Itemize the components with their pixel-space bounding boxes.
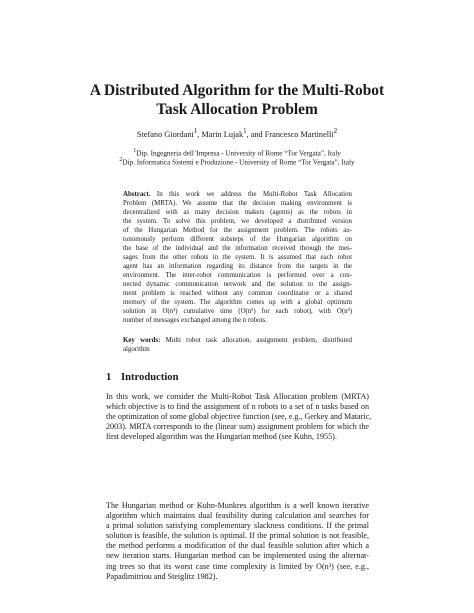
abstract-line: number of messages exchanged among the n robots. <box>123 317 267 325</box>
paragraph-line: a primal solution satisfying complementary slackness conditions. If the primal <box>106 521 369 531</box>
author-name: Francesco Martinelli <box>264 129 334 139</box>
abstract-line: the base of the individual and the information received through the mes- <box>123 245 352 253</box>
paragraph-1 <box>106 392 372 442</box>
paragraph-line: The Hungarian method or Kuhn-Munkres algorithm is a well known iterative <box>106 501 369 510</box>
paragraph-line: the method performs a modification of the dual feasible solution after which a <box>106 541 369 551</box>
section-title: Introduction <box>121 372 179 383</box>
affiliation-text: Dip. Ingegneria dell’Impresa - University of Rome “Tor Vergata”, Italy <box>136 149 341 158</box>
section-heading <box>106 372 179 383</box>
keywords-label: Key words: <box>123 337 161 344</box>
author-name: Marin Lujak <box>201 129 244 139</box>
abstract <box>123 190 352 325</box>
keywords-text: Multi robot task allocation, assignment problem, distributed <box>165 337 353 344</box>
paragraph-line: new iteration starts. Hungarian method can be implemented using the alternat- <box>106 551 369 561</box>
abstract-line: of the Hungarian Method for the assignment problem. The robots au- <box>123 227 352 235</box>
paragraph-line: ing trees so that its worst case time complexity is limited by O(n³) (see, e.g., <box>106 561 369 571</box>
abstract-line: Problem (MRTA). We assume that the decision making environment is <box>123 200 352 208</box>
keywords-line: algorithm <box>123 346 150 353</box>
author-list <box>0 128 474 139</box>
affiliation-mark: 2 <box>119 157 123 163</box>
paragraph-line: In this work, we consider the Multi-Robot Task Allocation problem (MRTA) <box>106 392 369 401</box>
abstract-line: memory of the system. The algorithm comes up with a global optimum <box>123 299 352 307</box>
abstract-label: Abstract. <box>123 191 151 198</box>
paragraph-line: the optimization of some global objective function (see, e.g., Gerkey and Mataric, <box>106 412 372 422</box>
title-line-2: Task Allocation Problem <box>156 101 318 118</box>
abstract-line: environment. The inter-robot communication is performed over a con- <box>123 272 352 280</box>
section-number: 1 <box>106 372 112 383</box>
abstract-line: nected dynamic communication network and the solution to the assign- <box>123 281 352 289</box>
abstract-line-text: In this work we address the Multi-Robot Task Allocation <box>156 191 352 198</box>
author-separator: , <box>197 129 202 139</box>
affiliation-mark: 1 <box>133 148 137 154</box>
title-line-1: A Distributed Algorithm for the Multi-Robot <box>89 82 385 99</box>
paragraph-line: solution is feasible, the solution is optimal. If the primal solution is not feasible, <box>106 531 369 541</box>
abstract-line: ment problem is reached without any common coordinator or a shared <box>123 290 352 298</box>
abstract-line: the system. To solve this problem, we developed a distributed version <box>123 218 352 226</box>
author-affiliation-mark: 2 <box>333 128 338 135</box>
abstract-line <box>123 190 352 199</box>
abstract-line: sages from the other robots in the system. It is assumed that each robot <box>123 254 352 262</box>
paragraph-line: Papadimitriou and Steiglitz 1982). <box>106 571 218 581</box>
paragraph-2 <box>106 501 369 582</box>
author-affiliation-mark: 1 <box>193 128 198 135</box>
keywords-line <box>123 336 352 345</box>
keywords <box>123 336 352 354</box>
abstract-line: tonomously perform different substeps of the Hungarian algorithm on <box>123 236 352 244</box>
paragraph-line: first developed algorithm was the Hungarian method (see Kuhn, 1955). <box>106 432 337 442</box>
author-separator: , and <box>246 129 265 139</box>
affiliation-2 <box>0 155 474 167</box>
author-affiliation-mark: 1 <box>243 128 247 135</box>
paragraph-line: which objective is to find the assignment of n robots to a set of n tasks based on <box>106 402 369 412</box>
abstract-line: decentralized with as many decision makers (agents) as the robots in <box>123 209 352 217</box>
abstract-line: solution in O(n³) cumulative time (O(n²) for each robot), with O(n³) <box>123 308 352 316</box>
affiliation-text: Dip. Informatica Sistemi e Produzione - University of Rome “Tor Vergata”, Italy <box>122 158 355 167</box>
paragraph-line: 2003). MRTA corresponds to the (linear sum) assignment problem for which the <box>106 422 369 432</box>
paper-title <box>0 81 474 119</box>
author-name: Stefano Giordani <box>136 129 194 139</box>
abstract-line: agent has an information regarding its distance from the targets in the <box>123 263 352 271</box>
paragraph-line: algorithm which maintains dual feasibility during calculation and searches for <box>106 511 369 521</box>
